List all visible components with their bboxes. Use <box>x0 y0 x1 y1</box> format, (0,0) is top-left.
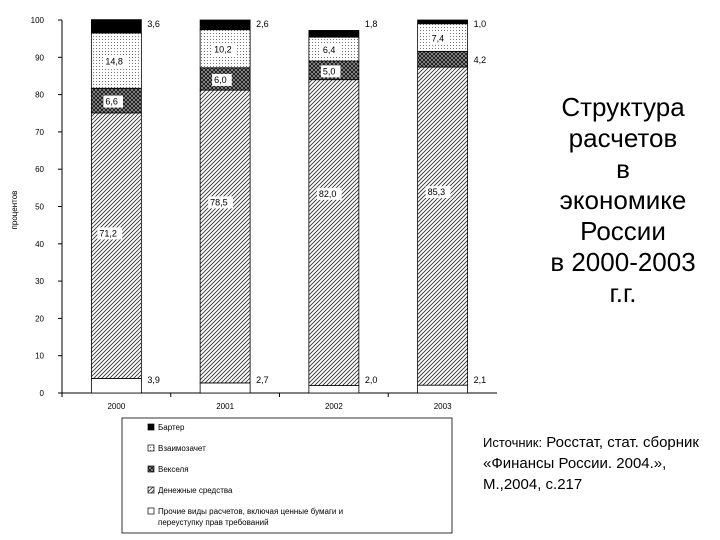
bar-segment <box>91 378 141 393</box>
legend-label: Векселя <box>158 465 189 474</box>
data-label: 78,5 <box>210 197 228 208</box>
title-line: расчетов <box>568 123 678 153</box>
data-label: 2,7 <box>256 375 269 385</box>
y-tick-label: 80 <box>35 90 44 100</box>
bar-segment <box>200 383 250 393</box>
bar-segment <box>309 30 359 37</box>
side-title <box>528 92 718 309</box>
bar-segment <box>418 51 468 67</box>
x-tick-label: 2002 <box>324 402 343 411</box>
legend-label: переуступку прав требований <box>158 518 269 527</box>
title-line: г.г. <box>609 278 637 308</box>
data-label: 6,0 <box>214 74 227 85</box>
title-line: России <box>580 216 666 246</box>
data-label: 4,2 <box>473 55 487 66</box>
bar-segment <box>200 90 250 383</box>
title-line: экономике <box>559 185 687 215</box>
y-tick-label: 40 <box>35 239 44 249</box>
data-label: 1,0 <box>473 19 487 29</box>
bar-segment <box>309 386 359 393</box>
bar-segment <box>91 113 141 379</box>
data-label: 1,8 <box>364 19 378 29</box>
x-tick-label: 2001 <box>216 402 235 411</box>
data-label: 82,0 <box>318 188 337 199</box>
y-tick-label: 70 <box>35 127 44 137</box>
y-tick-label: 100 <box>30 16 44 25</box>
y-tick-label: 60 <box>35 165 44 175</box>
legend-swatch <box>148 487 154 493</box>
bar-segment <box>418 20 468 24</box>
y-tick-label: 90 <box>35 53 44 63</box>
y-tick-label: 30 <box>35 277 44 287</box>
source-note <box>483 432 718 495</box>
legend-swatch <box>148 466 154 472</box>
title-line: в 2000-2003 <box>550 247 696 277</box>
data-label: 5,0 <box>322 66 336 77</box>
y-axis-label: процентов <box>10 190 19 230</box>
source-label: Источник: <box>483 435 543 450</box>
y-tick-label: 10 <box>35 351 44 361</box>
y-tick-label: 20 <box>35 314 44 324</box>
y-tick-label: 0 <box>39 389 44 398</box>
data-label: 6,4 <box>322 45 336 56</box>
title-line: в <box>616 154 630 184</box>
data-label: 2,1 <box>473 375 487 385</box>
legend-swatch <box>148 445 154 451</box>
data-label: 85,3 <box>427 187 446 198</box>
bar-segment <box>309 80 359 386</box>
legend-label: Денежные средства <box>158 486 233 495</box>
x-tick-label: 2000 <box>107 402 126 411</box>
legend-label: Взаимозачет <box>158 444 206 453</box>
legend-label: Бартер <box>158 423 185 432</box>
bar-segment <box>91 20 141 33</box>
data-label: 2,6 <box>256 19 269 29</box>
data-label: 3,9 <box>147 375 160 385</box>
y-tick-label: 50 <box>35 202 44 212</box>
source-text: Росстат, стат. сборник «Финансы России. 2004.», М.,2004, с.217 <box>483 434 699 493</box>
data-label: 3,6 <box>147 19 160 29</box>
x-tick-label: 2003 <box>433 402 452 411</box>
bar-segment <box>418 67 468 385</box>
bar-segment <box>418 385 468 393</box>
data-label: 6,6 <box>105 96 118 107</box>
data-label: 14,8 <box>105 56 123 67</box>
legend-swatch <box>148 508 154 514</box>
data-label: 7,4 <box>431 33 445 44</box>
bar-segment <box>200 20 250 30</box>
title-line: Структура <box>561 92 685 122</box>
legend-label: Прочие виды расчетов, включая ценные бумаги и <box>158 507 344 516</box>
data-label: 10,2 <box>214 44 232 55</box>
legend-swatch <box>148 424 154 430</box>
data-label: 2,0 <box>364 375 378 385</box>
data-label: 71,2 <box>99 228 117 239</box>
